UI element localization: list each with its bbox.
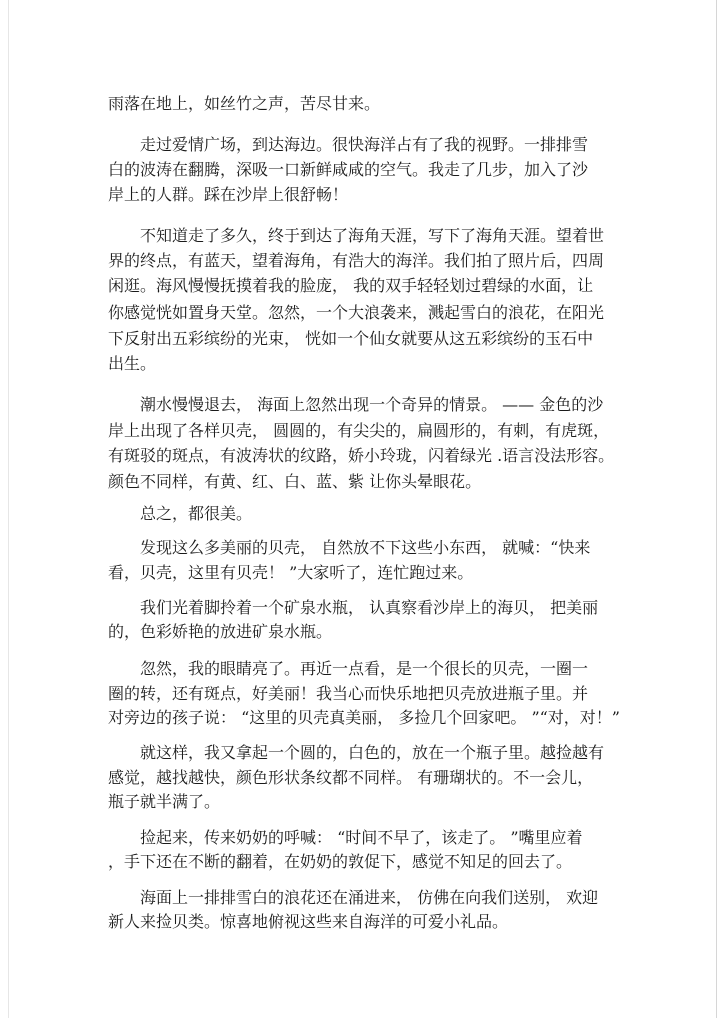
text-line: 总之，都很美。	[140, 504, 253, 523]
text-line: 你感觉恍如置身天堂。忽然，一个大浪袭来，溅起雪白的浪花，在阳光	[108, 303, 605, 322]
text-line: 圈的转，还有斑点，好美丽！我当心而快乐地把贝壳放进瓶子里。并	[108, 684, 589, 703]
text-line: 发现这么多美丽的贝壳， 自然放不下这些小东西， 就喊：“快来	[140, 538, 591, 557]
text-line: 看，贝壳，这里有贝壳！ ”大家听了，连忙跑过来。	[108, 563, 474, 582]
text-line: 潮水慢慢退去， 海面上忽然出现一个奇异的情景。 —— 金色的沙	[140, 395, 604, 414]
text-line: 捡起来，传来奶奶的呼喊： “时间不早了，该走了。 ”嘴里应着	[140, 828, 583, 847]
text-line: 岸上的人群。踩在沙岸上很舒畅！	[108, 185, 349, 204]
text-line: 不知道走了多久，终于到达了海角天涯，写下了海角天涯。望着世	[140, 226, 605, 245]
text-line: 走过爱情广场，到达海边。很快海洋占有了我的视野。一排排雪	[140, 135, 589, 154]
text-line: 就这样，我又拿起一个圆的，白色的，放在一个瓶子里。越捡越有	[140, 743, 605, 762]
text-line: 的，色彩娇艳的放进矿泉水瓶。	[108, 622, 333, 641]
text-line: 颜色不同样，有黄、红、白、蓝、紫 让你头晕眼花。	[108, 472, 482, 491]
text-line: 界的终点，有蓝天，望着海角，有浩大的海洋。我们拍了照片后，四周	[108, 251, 605, 270]
text-line: 岸上出现了各样贝壳， 圆圆的，有尖尖的，扁圆形的，有刺，有虎斑，	[108, 421, 610, 440]
text-line: 我们光着脚拎着一个矿泉水瓶， 认真察看沙岸上的海贝， 把美丽	[140, 598, 599, 617]
text-line: 瓶子就半满了。	[108, 792, 221, 811]
text-line: 新人来捡贝类。惊喜地俯视这些来自海洋的可爱小礼品。	[108, 912, 509, 931]
text-line: 对旁边的孩子说： “这里的贝壳真美丽， 多捡几个回家吧。 ”“对，对！”	[108, 708, 620, 727]
text-line: ，手下还在不断的翻着，在奶奶的敦促下，感觉不知足的回去了。	[108, 852, 573, 871]
text-line: 感觉，越找越快，颜色形状条纹都不同样。 有珊瑚状的。不一会儿，	[108, 768, 594, 787]
text-line: 海面上一排排雪白的浪花还在涌进来， 仿佛在向我们送别， 欢迎	[140, 888, 599, 907]
text-line: 闲逛。海风慢慢抚摸着我的脸庞， 我的双手轻轻划过碧绿的水面，让	[108, 276, 594, 295]
text-line: 忽然，我的眼睛亮了。再近一点看，是一个很长的贝壳，一圈一	[140, 659, 589, 678]
text-line: 出生。	[108, 354, 157, 373]
page-border-left	[8, 0, 9, 1018]
text-line: 雨落在地上，如丝竹之声，苦尽甘来。	[108, 94, 381, 113]
text-line: 有斑驳的斑点，有波涛状的纹路，娇小玲珑，闪着绿光 .语言没法形容。	[108, 446, 615, 465]
text-line: 下反射出五彩缤纷的光束， 恍如一个仙女就要从这五彩缤纷的玉石中	[108, 329, 594, 348]
text-line: 白的波涛在翻腾，深吸一口新鲜咸咸的空气。我走了几步，加入了沙	[108, 160, 589, 179]
page-border-right	[716, 0, 717, 1018]
